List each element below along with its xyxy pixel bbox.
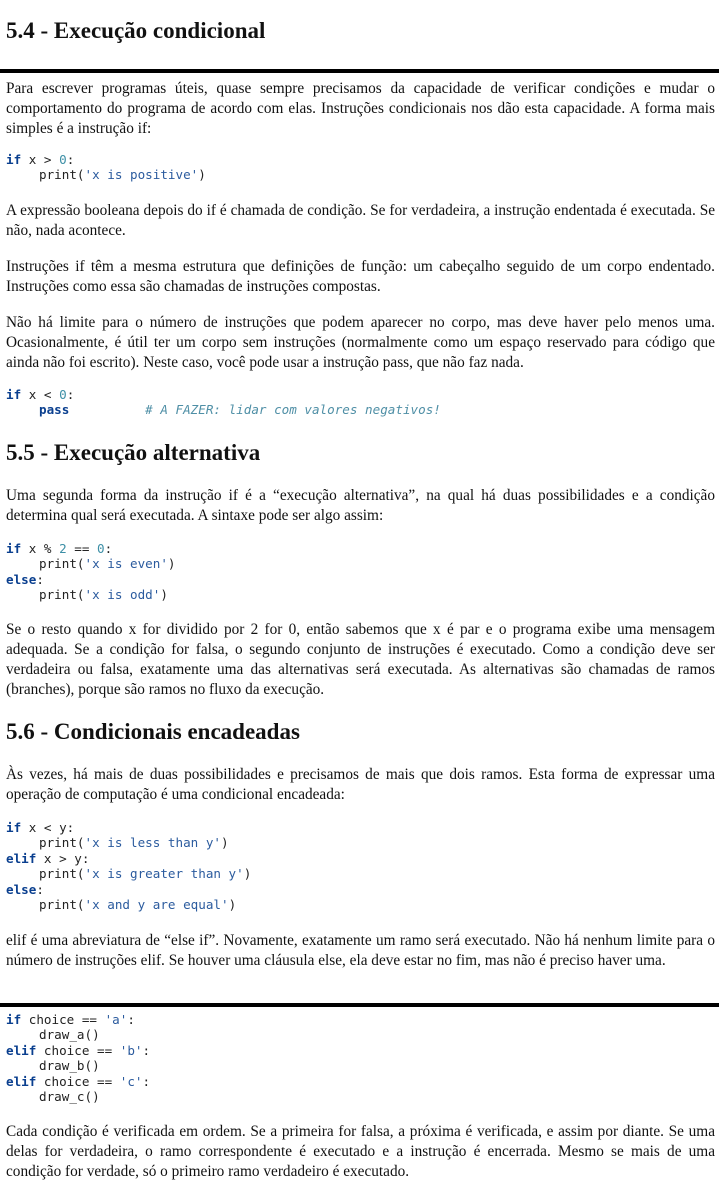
code-text: print( — [39, 835, 85, 851]
section-5-6-paragraph-1: Às vezes, há mais de duas possibilidades e precisamos de mais que dois ramos. Esta forma de expressar uma operação de computação é uma condicional encadeada: — [6, 766, 715, 803]
section-rule — [0, 1003, 719, 1007]
section-5-5-paragraph-1: Uma segunda forma da instrução if é a “execução alternativa”, na qual há duas possibilidades e a condição determina qual será executada. A sintaxe pode ser algo assim: — [6, 487, 715, 524]
code-text: print( — [39, 866, 85, 882]
code-spacing — [69, 402, 145, 417]
code-text: ) — [198, 167, 206, 183]
code-text: : — [142, 1073, 151, 1089]
code-string: 'x is less than y' — [84, 835, 221, 851]
code-keyword: elif — [6, 850, 37, 866]
code-number: 0 — [59, 387, 67, 402]
code-keyword: if — [6, 152, 22, 167]
code-string: 'x and y are equal' — [84, 896, 229, 912]
section-5-4-paragraph-2: A expressão booleana depois do if é chamada de condição. Se for verdadeira, a instrução endentada é executada. Se não, nada acontece. — [6, 202, 715, 239]
section-5-6-paragraph-2: elif é uma abreviatura de “else if”. Novamente, exatamente um ramo será executado. Não há nenhum limite para o número de instruções elif. Se houver uma cláusula else, ela deve estar no fim, mas não é preciso haver uma. — [6, 932, 715, 969]
code-keyword: pass — [39, 402, 70, 418]
code-text: x < y: — [21, 820, 75, 835]
code-text: print( — [39, 556, 85, 572]
code-text: : — [36, 881, 44, 897]
code-text: draw_a() — [39, 1027, 100, 1043]
code-text: : — [127, 1012, 135, 1027]
code-comment: # A FAZER: lidar com valores negativos! — [145, 402, 441, 418]
code-text: draw_c() — [39, 1088, 100, 1104]
code-keyword: else — [6, 881, 37, 897]
code-text: ) — [167, 556, 176, 572]
code-string: 'x is greater than y' — [84, 866, 244, 882]
code-block-choice — [6, 1012, 150, 1104]
code-text: : — [36, 571, 44, 587]
code-block-pass — [6, 387, 441, 418]
code-keyword: elif — [6, 1073, 37, 1089]
code-string: 'a' — [104, 1012, 128, 1027]
code-keyword: if — [6, 541, 22, 556]
code-keyword: if — [6, 387, 22, 402]
code-keyword: elif — [6, 1042, 37, 1058]
section-5-5-paragraph-2: Se o resto quando x for dividido por 2 for 0, então sabemos que x é par e o programa exibe uma mensagem adequada. Se a condição for falsa, o segundo conjunto de instruções é executado. Como a condição deve ser verdadeira ou falsa, exatamente uma das alternativas será executada. As alternativas são chamadas de ramos (branches), porque são ramos no fluxo da execução. — [6, 621, 715, 698]
section-rule — [0, 69, 719, 73]
code-text: ) — [160, 587, 168, 603]
code-number: 0 — [97, 541, 105, 556]
code-text: : — [66, 387, 75, 402]
code-text: == — [66, 541, 98, 556]
code-string: 'x is even' — [84, 556, 168, 572]
code-keyword: else — [6, 571, 37, 587]
code-text: ) — [228, 896, 237, 912]
section-5-4-paragraph-4: Não há limite para o número de instruções que podem aparecer no corpo, mas deve haver pelo menos uma. Ocasionalmente, é útil ter um corpo sem instruções (normalmente como um espaço reservado para código que ainda não foi escrito). Neste caso, você pode usar a instrução pass, que não faz nada. — [6, 314, 715, 371]
code-text: ) — [220, 835, 229, 851]
code-text: : — [104, 541, 113, 556]
section-5-4-paragraph-1: Para escrever programas úteis, quase sempre precisamos da capacidade de verificar condições e mudar o comportamento do programa de acordo com elas. Instruções condicionais nos dão esta capacidade. A forma mais simples é a instrução if: — [6, 80, 715, 137]
section-5-4-heading: 5.4 - Execução condicional — [6, 18, 266, 43]
code-text: print( — [39, 167, 85, 183]
section-5-4-paragraph-3: Instruções if têm a mesma estrutura que definições de função: um cabeçalho seguido de um corpo endentado. Instruções como essa são chamadas de instruções compostas. — [6, 258, 715, 295]
code-text: : — [142, 1042, 151, 1058]
section-5-6-paragraph-3: Cada condição é verificada em ordem. Se a primeira for falsa, a próxima é verificada, e assim por diante. Se uma delas for verdadeira, o ramo correspondente é executado e a instrução é encerrada. Mesmo se mais de uma condição for verdade, só o primeiro ramo verdadeiro é executado. — [6, 1123, 715, 1180]
code-text: : — [66, 152, 75, 167]
code-text: x > — [21, 152, 60, 167]
code-text: choice == — [36, 1042, 120, 1058]
code-number: 0 — [59, 152, 67, 167]
code-string: 'x is positive' — [84, 167, 199, 183]
section-5-6-heading: 5.6 - Condicionais encadeadas — [6, 719, 300, 744]
code-keyword: if — [6, 820, 22, 835]
code-string: 'b' — [119, 1042, 143, 1058]
code-block-if-elif-else — [6, 820, 251, 912]
code-text: print( — [39, 896, 85, 912]
code-string: 'x is odd' — [84, 587, 161, 603]
code-text: x > y: — [36, 850, 90, 866]
code-text: x % — [21, 541, 60, 556]
code-text: print( — [39, 587, 85, 603]
code-number: 2 — [59, 541, 67, 556]
code-text: choice == — [36, 1073, 120, 1089]
code-string: 'c' — [119, 1073, 143, 1089]
code-text: choice == — [21, 1012, 105, 1027]
code-text: x < — [21, 387, 60, 402]
section-5-5-heading: 5.5 - Execução alternativa — [6, 440, 261, 465]
code-text: draw_b() — [39, 1058, 100, 1074]
code-keyword: if — [6, 1012, 22, 1027]
code-block-if-positive — [6, 152, 206, 183]
code-text: ) — [243, 866, 252, 882]
code-block-if-else — [6, 541, 176, 603]
